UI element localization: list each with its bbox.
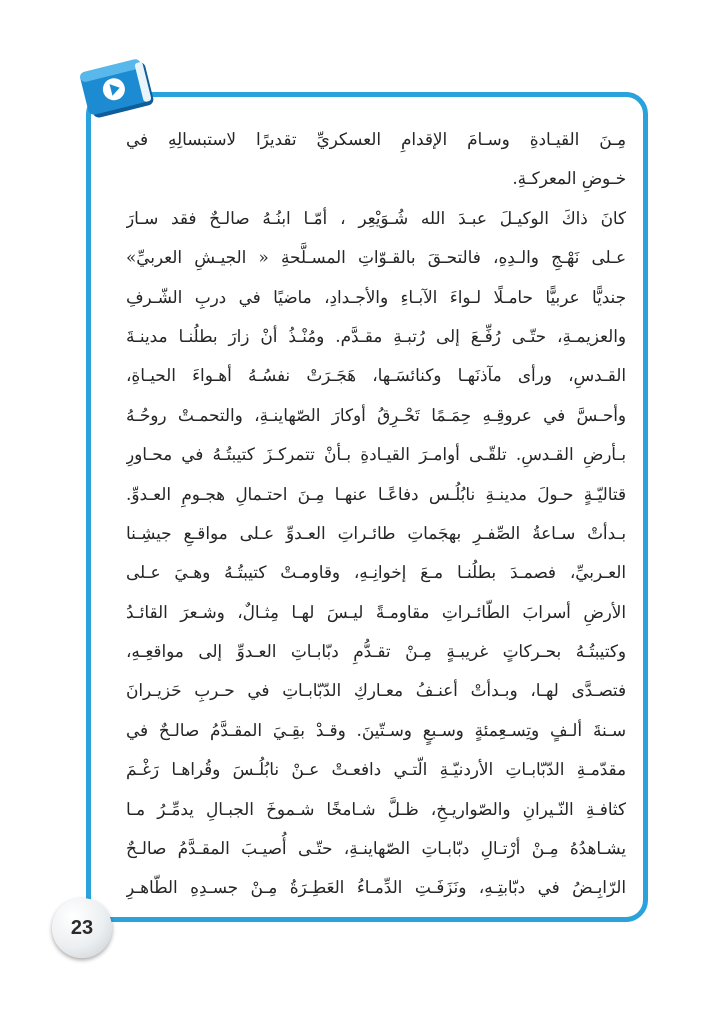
text-line: خـوضِ المعركـةِ. [512,168,626,189]
text-line: كانَ ذاكَ الوكيـلَ عبـدَ الله شُـوَيْعِر ، أمّـا ابنُـهُ صالـحٌ فقد سـارَ [126,207,626,228]
text-line: والعزيمـةِ، حتّـى رُفِّـعَ إلى رُتبـةِ مقـدَّم. ومُنْـذُ أنْ زارَ بطلُنـا مدينـةَ [126,325,626,346]
text-line: مقدّمـةِ الدّبّابـاتِ الأردنيّـةِ الّتـي دافعـتْ عـنْ نابُلُـسَ وقُراهـا رَغْـمَ [126,759,626,780]
text-line: الرّابِـضُ في دبّابتِـهِ، ونَزَفَـتِ الدِّمـاءُ العَطِـرَةُ مِـنْ جسـدِهِ الطّاهـرِ [126,877,626,898]
text-line: قتاليّـةٍ حـولَ مدينـةِ نابُلُـس دفاعًـا عنهـا مِـنَ احتـمالِ هجـومِ العـدوِّ. [126,483,626,504]
text-line: كثافـةِ النّـيرانِ والصّواريـخِ، ظـلَّ شـامخًا شـموخَ الجبـالِ يدمِّـرُ مـا [126,798,626,819]
text-line: القـدسِ، ورأى مآذنَهـا وكنائسَـها، هَجَـرَتْ نفسُـهُ أهـواءَ الحيـاةِ، [126,365,626,386]
text-line: عـلى نَهْـجِ والـدِهِ، فالتحـقَ بالقـوّاتِ المسـلَّحةِ « الجيـشِ العربيِّ» [126,247,626,268]
text-line: وكتيبتُـهُ بحـركاتٍ غريبـةٍ مِـنْ تقـدُّمِ دبّابـاتِ العـدوِّ إلى مواقعِـهِ، [126,641,626,662]
body-text [126,120,626,915]
text-line: العـربيِّ، فصمـدَ بطلُنـا مـعَ إخوانِـهِ، وقاومـتْ كتيبتُـهُ وهـيَ عـلى [126,562,626,583]
text-line: بـدأتْ سـاعةُ الصِّفـرِ بهجَماتِ طائـراتِ العـدوِّ عـلى مواقـعِ جيشِـنا [126,522,626,543]
page-number-badge [52,898,112,958]
text-line: بـأرضِ القـدسِ. تلقّـى أوامـرَ القيـادةِ بـأنْ تتمركـزَ كتيبتُـهُ في محـاورِ [126,444,626,465]
text-line: الأرضِ أسرابَ الطّائـراتِ مقاومـةً ليـسَ لهـا مِثـالٌ، وشـعرَ القائـدُ [126,601,626,622]
text-line: سـنةَ ألـفٍ وتِسـعِمئةٍ وسـبعٍ وسـتّينَ. وقـدْ بقِـيَ المقـدَّمُ صالـحٌ في [126,719,626,740]
text-line: فتصـدَّى لهـا، وبـدأتْ أعنـفُ معـاركِ الدّبّابـاتِ في حـربِ حَزيـرانَ [126,680,626,701]
book-play-icon [74,56,164,122]
text-line: جنديًّا عربيًّا حامـلًا لـواءَ الآبـاءِ والأجـدادِ، ماضيًا في دربِ الشّـرفِ [126,286,626,307]
text-line: مِـنَ القيـادةِ وسـامَ الإقدامِ العسكريِّ تقديرًا لاستبسالِهِ في [126,129,626,149]
text-line: يشـاهدُهُ مِـنْ أرْتـالِ دبّابـاتِ الصّهاينـةِ، حتّـى أُصيـبَ المقـدَّمُ صالـحٌ [126,838,626,859]
text-line: وأحـسَّ في عروقِـهِ حِمَـمًا تَحْـرِقُ أوكارَ الصّهاينـةِ، والتحمـتْ روحُـهُ [126,404,626,425]
page-number: 23 [70,917,94,939]
